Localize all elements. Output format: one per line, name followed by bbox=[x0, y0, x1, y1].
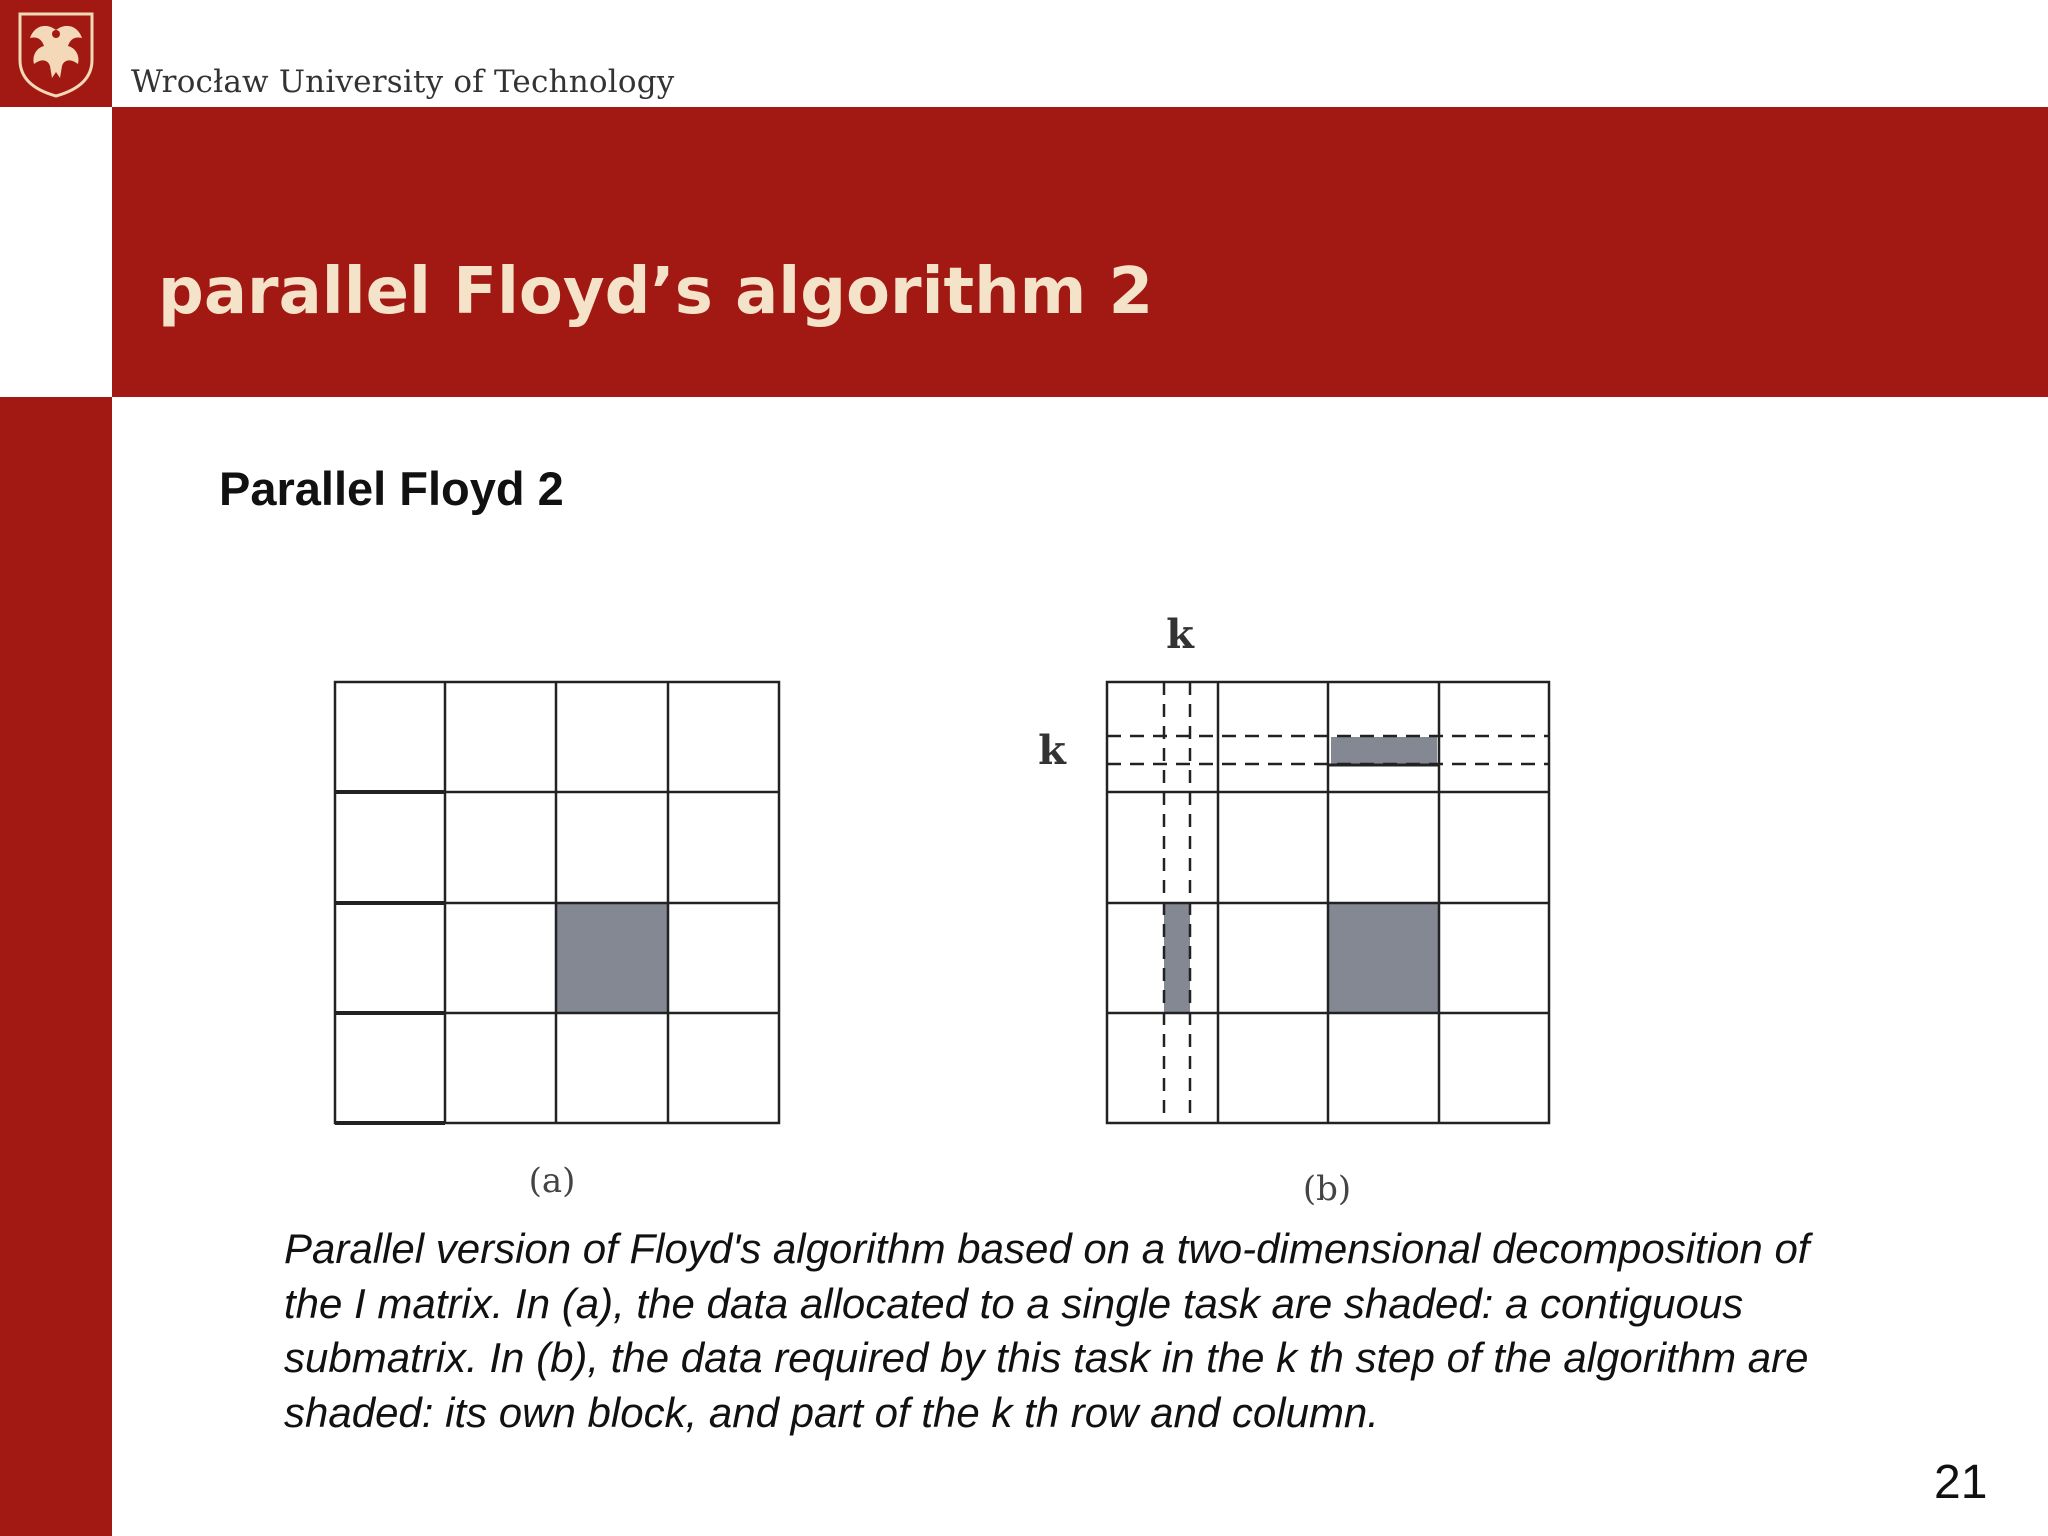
figure-caption: Parallel version of Floyd's algorithm based on a two-dimensional decomposition of the I matrix. In (a), the data allocated to a single task are shaded: a contiguous submatrix. In (b), the data required by this task in the k th step of the algorithm are shaded: its own block, and part of the k th row and column. bbox=[284, 1225, 1810, 1436]
label-a: (a) bbox=[528, 1161, 576, 1201]
slide-subtitle: Parallel Floyd 2 bbox=[219, 462, 564, 515]
k-row-label: k bbox=[1038, 727, 1066, 774]
grid-a bbox=[335, 682, 779, 1123]
page-number: 21 bbox=[1934, 1456, 1988, 1509]
university-name: Wrocław University of Technology bbox=[131, 64, 675, 100]
k-column-label: k bbox=[1166, 611, 1194, 658]
grid-a-shaded-block bbox=[556, 903, 668, 1013]
grid-b-shaded-k-row-segment bbox=[1331, 737, 1437, 765]
slide-title: parallel Floyd’s algorithm 2 bbox=[158, 255, 1154, 329]
grid-b bbox=[1107, 682, 1549, 1123]
grid-b-shaded-k-col-segment bbox=[1164, 903, 1190, 1013]
grid-b-shaded-block bbox=[1328, 903, 1439, 1013]
label-b: (b) bbox=[1302, 1169, 1352, 1209]
